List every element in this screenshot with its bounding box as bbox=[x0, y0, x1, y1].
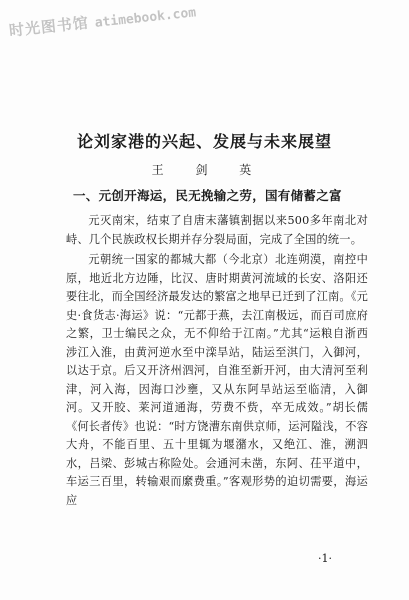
page-number: ·1· bbox=[318, 552, 332, 565]
article-title: 论刘家港的兴起、发展与未来展望 bbox=[76, 132, 332, 151]
watermark-site-url: atimebook.com bbox=[94, 5, 197, 31]
article-author: 王 剑 英 bbox=[151, 163, 266, 177]
paragraph-capital: 元朝统一国家的都城大都（今北京）北连朔漠，南控中原，地近北方边陲，比汉、唐时期黄河流域的长安、洛阳还要往北，而全国经济最发达的繁富之地早已迁到了江南。《元史·食货志·海运》说：“元都于燕，去江南极远，而百司庶府之繁，卫士编民之众，无不仰给于江南。”尤其“运粮自浙西涉江入淮，由黄河逆水至中滦旱站，陆运至淇门，入御河，以达于京。后又开济州泗河，自淮至新开河，由大清河至利津，河入海，因海口沙壅，又从东阿旱站运至临清，入御河。又开胶、莱河道通海，劳费不赀，卒无成效。”胡长儒《何长者传》也说：“时方饶漕东南供京师，运河隘浅，不容大舟，不能百里、五十里辄为堰潴水，又绝江、淮，溯泗水，吕梁、彭城古称险处。会通河未凿，东阿、茌平道中，车运三百里，转输艰而縻费重。”客观形势的迫切需要，海运应 bbox=[66, 253, 368, 507]
article-body bbox=[66, 212, 368, 512]
watermark bbox=[8, 0, 210, 54]
section-heading: 一、元创开海运，民无挽输之劳，国有储蓄之富 bbox=[73, 188, 342, 203]
watermark-site-name: 时光图书馆 bbox=[8, 13, 90, 40]
paragraph-intro: 元灭南宋，结束了自唐末藩镇割据以来500多年南北对峙、几个民族政权长期并存分裂局面，完成了全国的统一。 bbox=[66, 214, 368, 246]
